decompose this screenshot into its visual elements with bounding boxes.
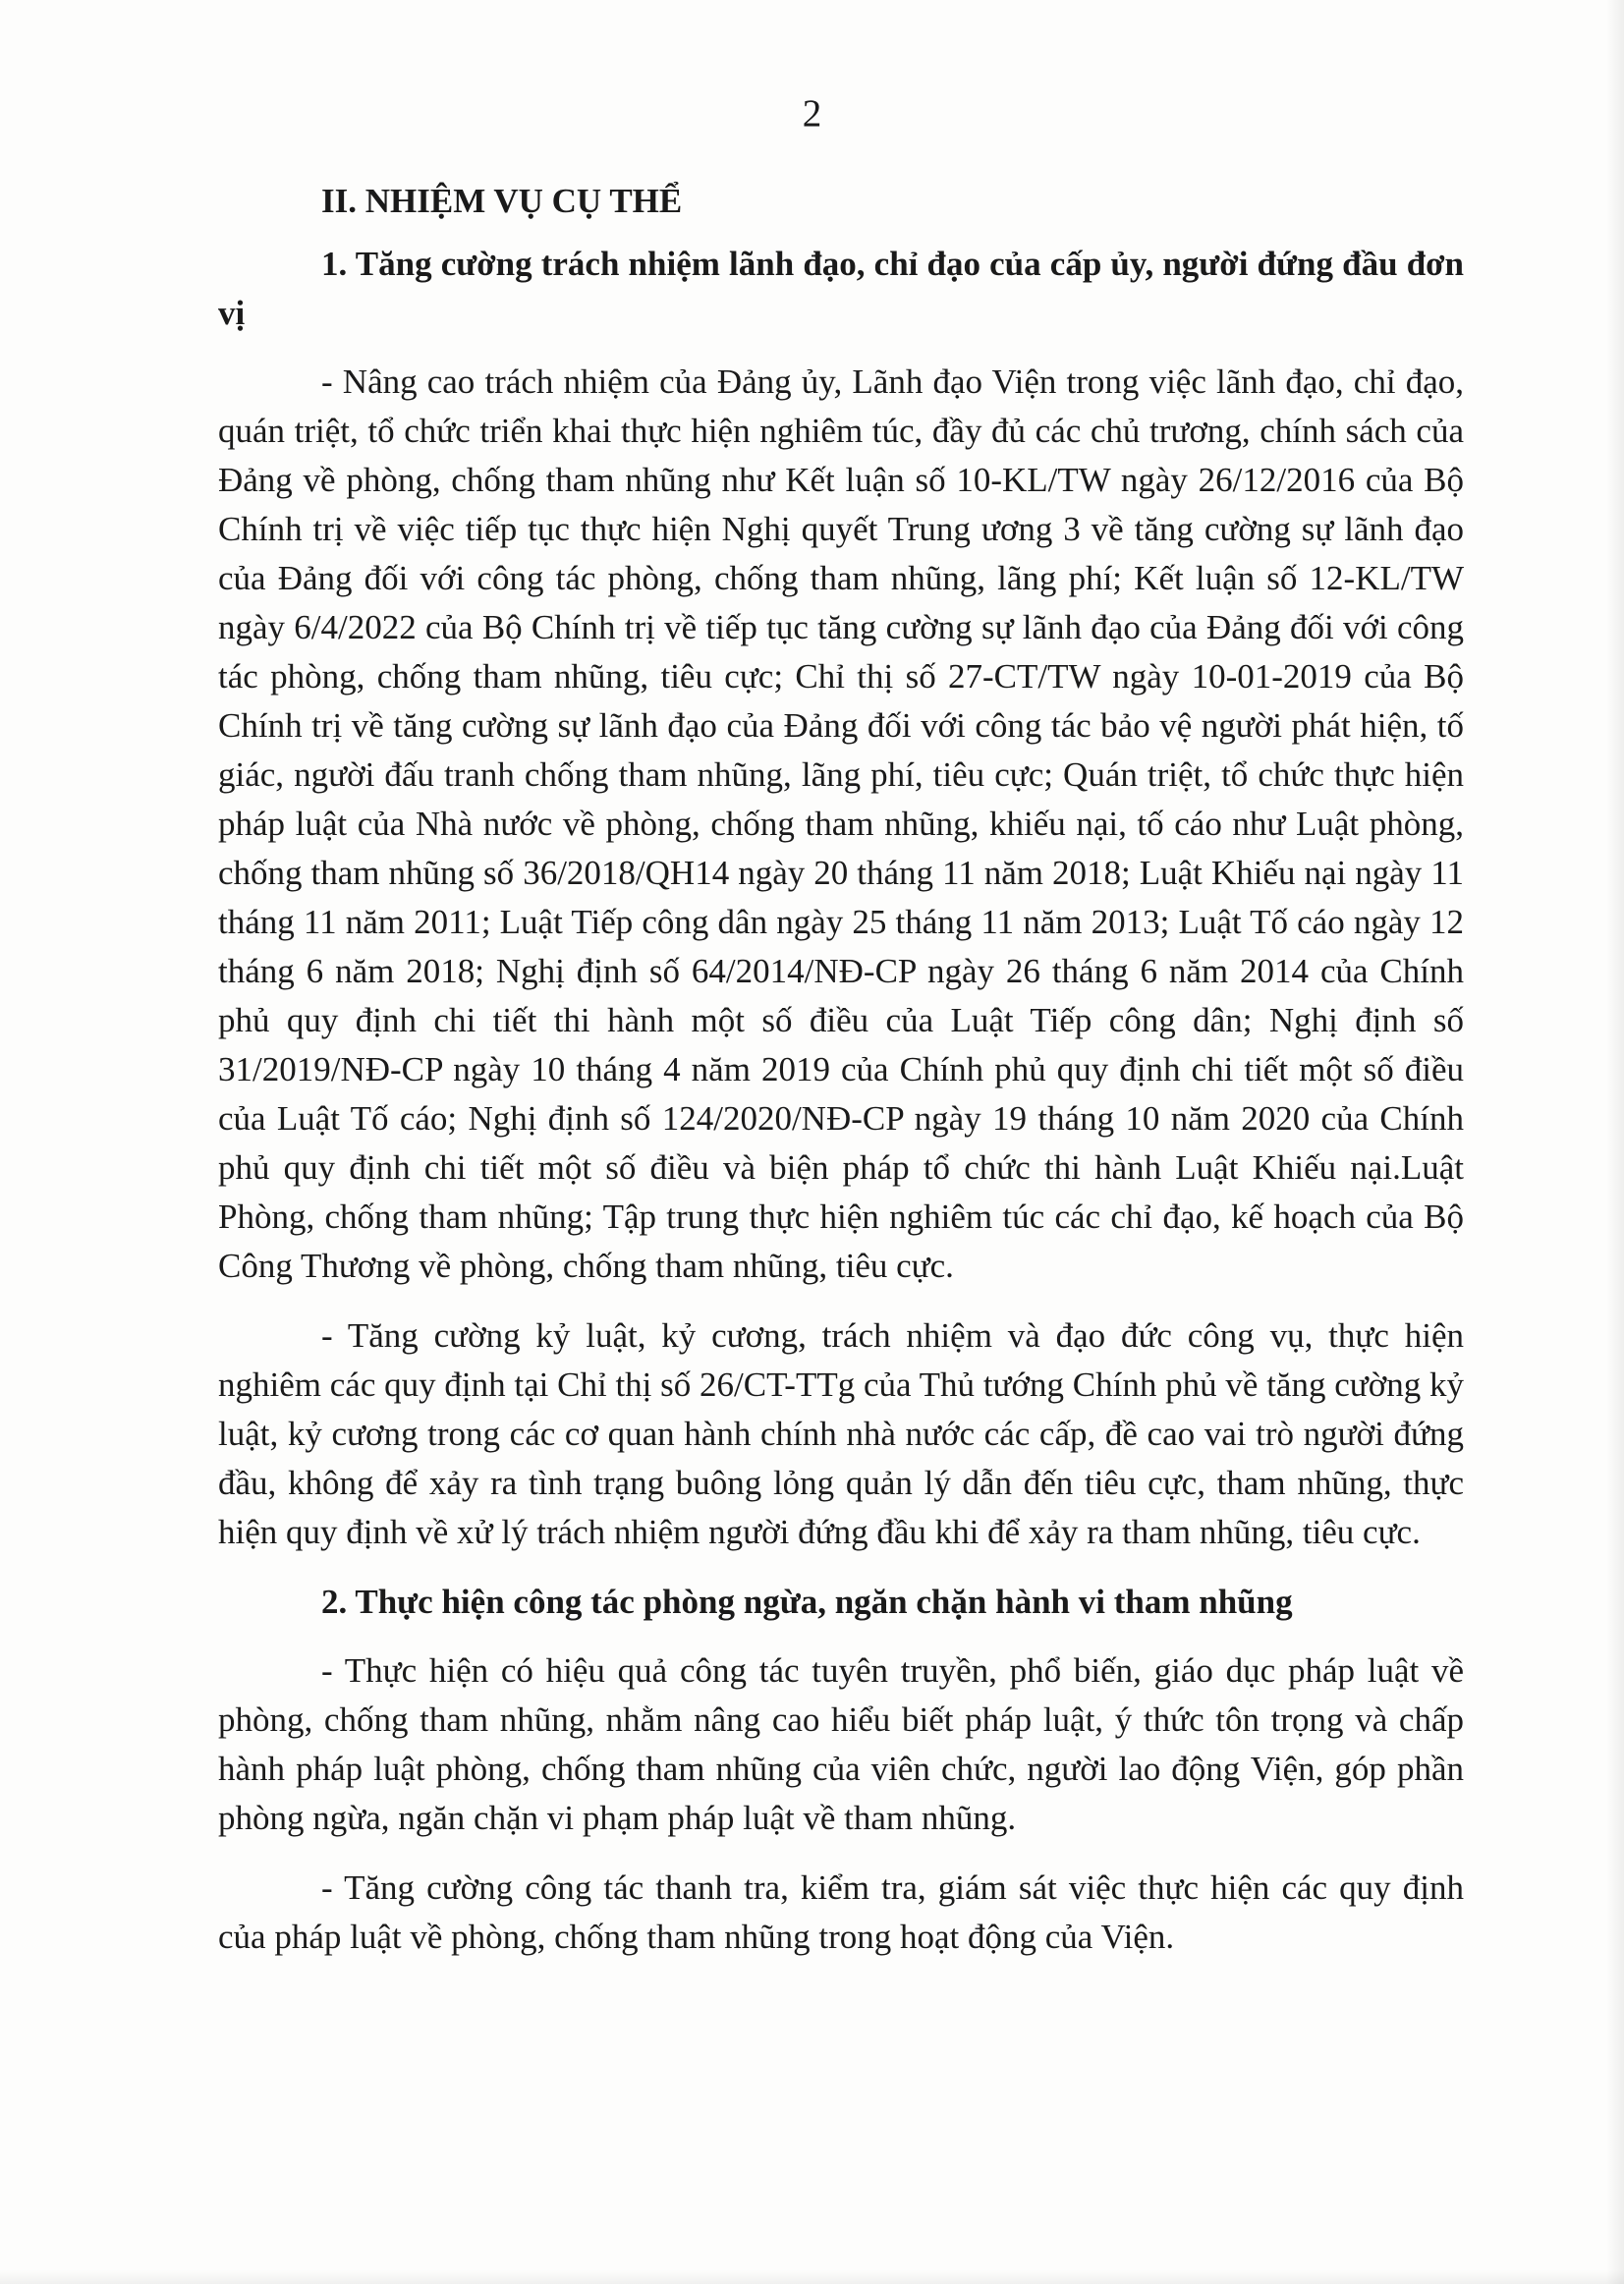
document-body: [218, 177, 1464, 1982]
paragraph-1-2: - Tăng cường kỷ luật, kỷ cương, trách nhiệm và đạo đức công vụ, thực hiện nghiêm các quy định tại Chỉ thị số 26/CT-TTg của Thủ tướng Chính phủ về tăng cường kỷ luật, kỷ cương trong các cơ quan hành chính nhà nước các cấp, đề cao vai trò người đứng đầu, không để xảy ra tình trạng buông lỏng quản lý dẫn đến tiêu cực, tham nhũng, thực hiện quy định về xử lý trách nhiệm người đứng đầu khi để xảy ra tham nhũng, tiêu cực.: [218, 1316, 1464, 1551]
paragraph-2-1: - Thực hiện có hiệu quả công tác tuyên truyền, phổ biến, giáo dục pháp luật về phòng, chống tham nhũng, nhằm nâng cao hiểu biết pháp luật, ý thức tôn trọng và chấp hành pháp luật phòng, chống tham nhũng của viên chức, người lao động Viện, góp phần phòng ngừa, ngăn chặn vi phạm pháp luật về tham nhũng.: [218, 1651, 1464, 1837]
page-number: 2: [802, 92, 822, 135]
scan-bottom-shadow: [0, 2270, 1624, 2284]
subsection-2: [218, 1578, 1464, 1962]
paragraph-1-1: - Nâng cao trách nhiệm của Đảng ủy, Lãnh đạo Viện trong việc lãnh đạo, chỉ đạo, quán triệt, tổ chức triển khai thực hiện nghiêm túc, đầy đủ các chủ trương, chính sách của Đảng về phòng, chống tham nhũng như Kết luận số 10-KL/TW ngày 26/12/2016 của Bộ Chính trị về việc tiếp tục thực hiện Nghị quyết Trung ương 3 về tăng cường sự lãnh đạo của Đảng đối với công tác phòng, chống tham nhũng, lãng phí; Kết luận số 12-KL/TW ngày 6/4/2022 của Bộ Chính trị về tiếp tục tăng cường sự lãnh đạo của Đảng đối với công tác phòng, chống tham nhũng, tiêu cực; Chỉ thị số 27-CT/TW ngày 10-01-2019 của Bộ Chính trị về tăng cường sự lãnh đạo của Đảng đối với công tác bảo vệ người phát hiện, tố giác, người đấu tranh chống tham nhũng, lãng phí, tiêu cực; Quán triệt, tổ chức thực hiện pháp luật của Nhà nước về phòng, chống tham nhũng, khiếu nại, tố cáo như Luật phòng, chống tham nhũng số 36/2018/QH14 ngày 20 tháng 11 năm 2018; Luật Khiếu nại ngày 11 tháng 11 năm 2011; Luật Tiếp công dân ngày 25 tháng 11 năm 2013; Luật Tố cáo ngày 12 tháng 6 năm 2018; Nghị định số 64/2014/NĐ-CP ngày 26 tháng 6 năm 2014 của Chính phủ quy định chi tiết thi hành một số điều của Luật Tiếp công dân; Nghị định số 31/2019/NĐ-CP ngày 10 tháng 4 năm 2019 của Chính phủ quy định chi tiết một số điều của Luật Tố cáo; Nghị định số 124/2020/NĐ-CP ngày 19 tháng 10 năm 2020 của Chính phủ quy định chi tiết một số điều và biện pháp tổ chức thi hành Luật Khiếu nại.Luật Phòng, chống tham nhũng; Tập trung thực hiện nghiêm túc các chỉ đạo, kế hoạch của Bộ Công Thương về phòng, chống tham nhũng, tiêu cực.: [218, 362, 1464, 1285]
subsection-1: [218, 240, 1464, 1557]
subsection-heading-2: 2. Thực hiện công tác phòng ngừa, ngăn chặn hành vi tham nhũng: [321, 1583, 1293, 1621]
section-heading: II. NHIỆM VỤ CỤ THỂ: [321, 182, 683, 220]
scan-edge-shadow: [1606, 0, 1624, 2284]
subsection-heading-1: 1. Tăng cường trách nhiệm lãnh đạo, chỉ đạo của cấp ủy, người đứng đầu đơn vị: [218, 245, 1464, 332]
paragraph-2-2: - Tăng cường công tác thanh tra, kiểm tra, giám sát việc thực hiện các quy định của pháp luật về phòng, chống tham nhũng trong hoạt động của Viện.: [218, 1868, 1464, 1956]
